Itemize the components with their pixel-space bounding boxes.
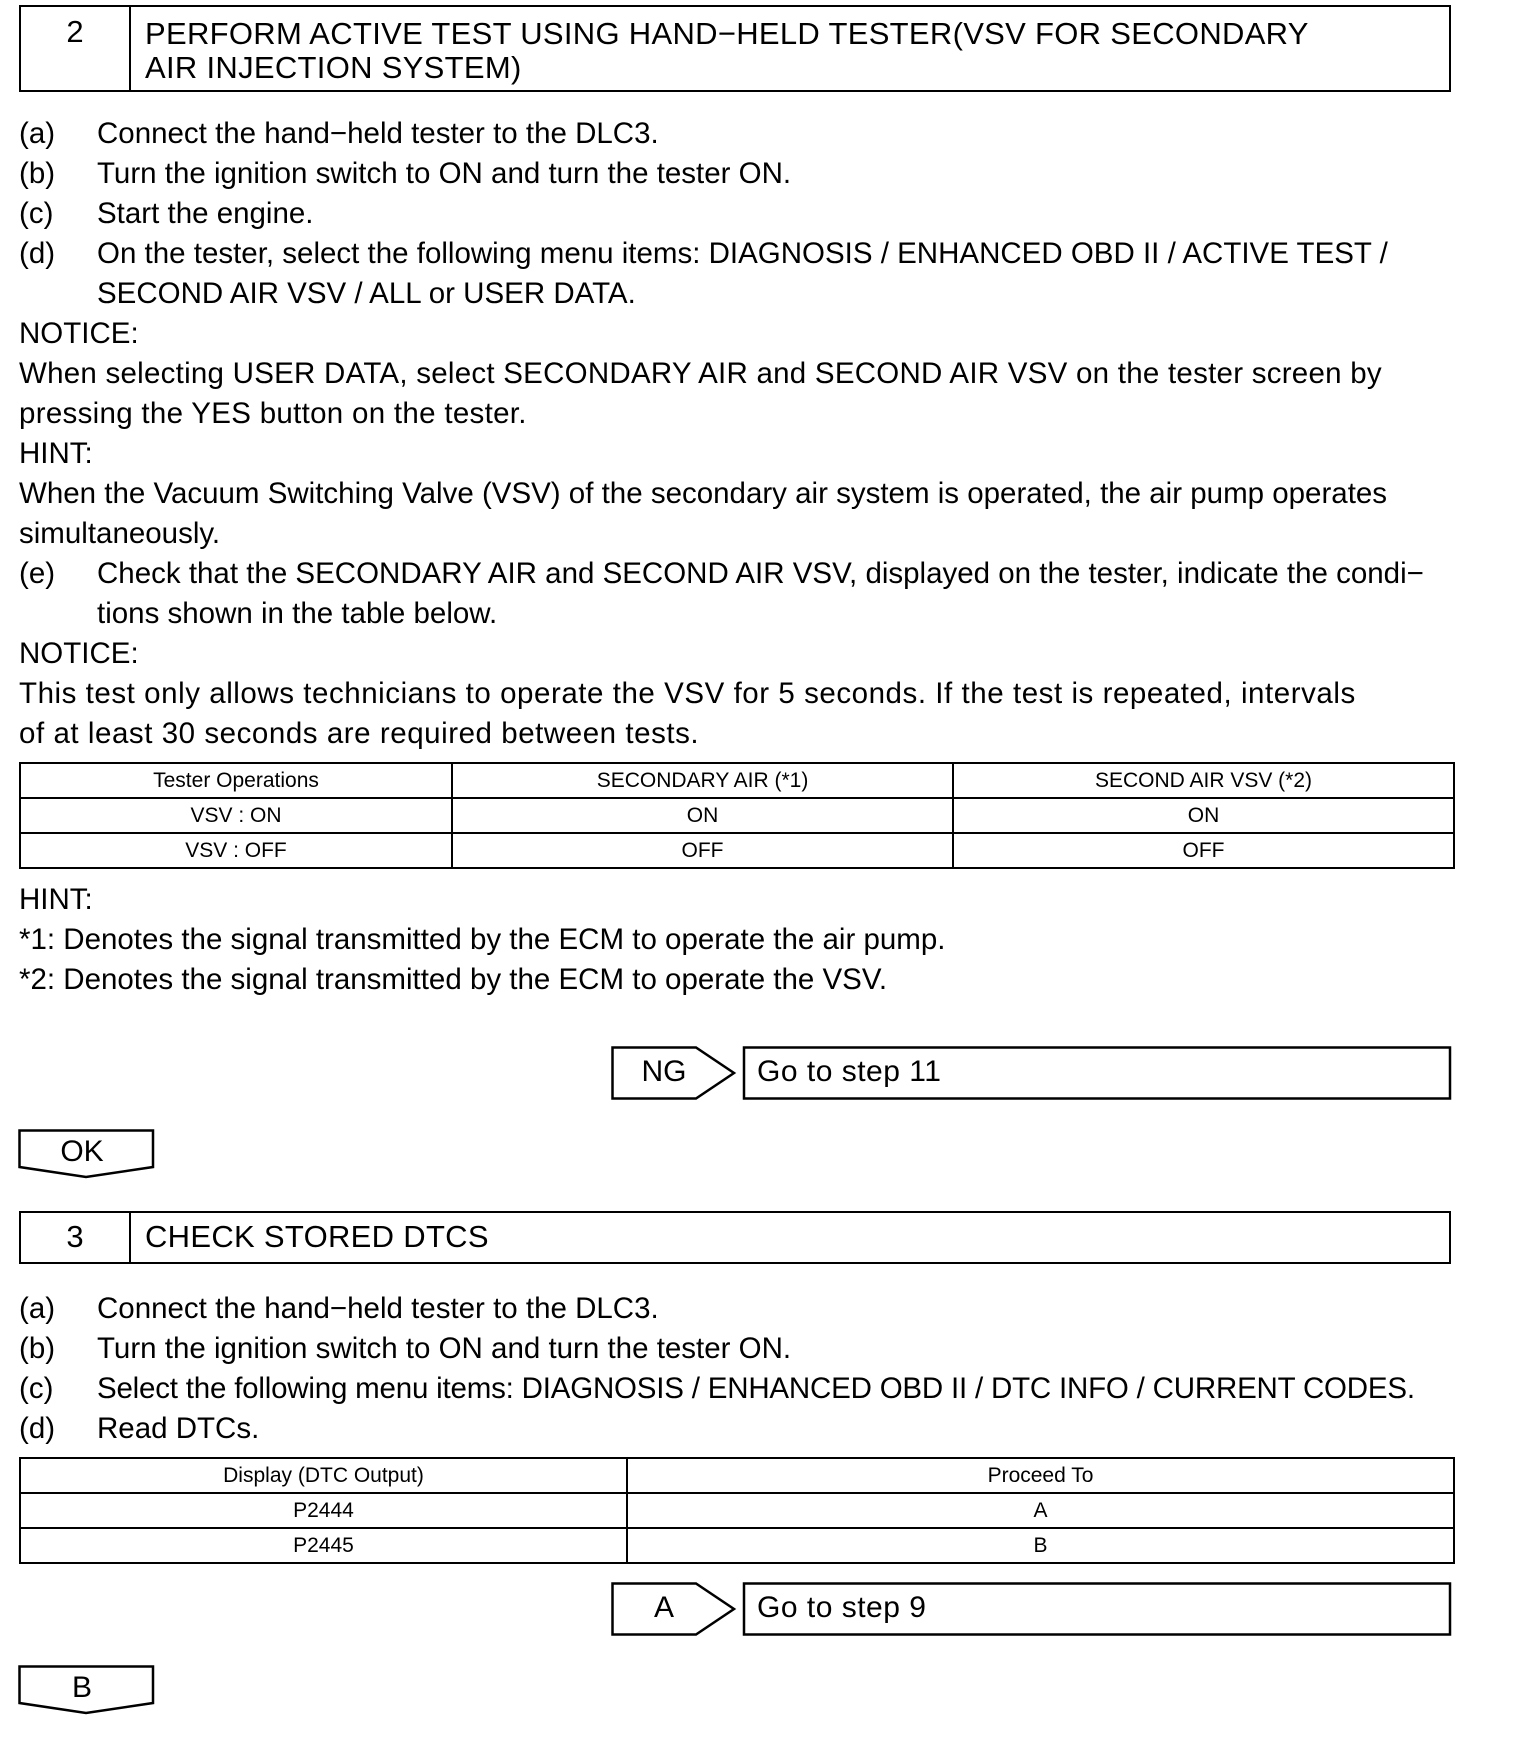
item-text: Check that the SECONDARY AIR and SECOND AIR VSV, displayed on the tester, indicate the condi− [97,557,1424,590]
result-code: NG [641,1055,687,1088]
item-text: Turn the ignition switch to ON and turn the tester ON. [97,1332,792,1365]
table-cell: A [627,1493,1454,1528]
table-cell: ON [953,798,1454,833]
dtc-output-table [19,1457,1455,1564]
step-title: CHECK STORED DTCS [145,1219,489,1254]
ng-result-link[interactable] [611,1046,1451,1098]
item-label: (e) [19,557,56,590]
item-text: Turn the ignition switch to ON and turn the tester ON. [97,157,792,190]
step-title-line-2: AIR INJECTION SYSTEM) [145,50,522,85]
result-arrow-frame [611,1046,1453,1100]
ok-result-tag[interactable] [18,1129,156,1181]
hint-heading: HINT: [19,437,93,470]
b-result-tag[interactable] [18,1665,156,1717]
item-label: (a) [19,117,56,150]
table-header-row [20,763,1454,798]
step-3-header [19,1211,1451,1264]
result-text: Go to step 9 [757,1591,927,1624]
hint-heading: HINT: [19,883,93,916]
item-label: (a) [19,1292,56,1325]
item-label: (c) [19,1372,54,1405]
table-cell: B [627,1528,1454,1563]
item-text: Read DTCs. [97,1412,260,1445]
step-title-line-1: PERFORM ACTIVE TEST USING HAND−HELD TESTER(VSV FOR SECONDARY [145,16,1309,51]
table-cell: P2445 [20,1528,627,1563]
item-label: (b) [19,157,56,190]
notice-text: of at least 30 seconds are required between tests. [19,717,700,750]
table-cell: VSV : OFF [20,833,452,868]
item-label: (d) [19,237,56,270]
notice-heading: NOTICE: [19,317,139,350]
item-text: On the tester, select the following menu items: DIAGNOSIS / ENHANCED OBD II / ACTIVE TEST / [97,237,1388,270]
item-text: Connect the hand−held tester to the DLC3. [97,117,659,150]
table-cell: ON [452,798,953,833]
table-cell: OFF [452,833,953,868]
table-header-cell: Display (DTC Output) [20,1458,627,1493]
table-row [20,1493,1454,1528]
table-header-cell: SECOND AIR VSV (*2) [953,763,1454,798]
table-row [20,798,1454,833]
notice-heading: NOTICE: [19,637,139,670]
table-header-row [20,1458,1454,1493]
hint-text: *2: Denotes the signal transmitted by the ECM to operate the VSV. [19,963,888,996]
table-header-cell: Tester Operations [20,763,452,798]
result-text: Go to step 11 [757,1055,942,1088]
a-result-link[interactable] [611,1582,1451,1634]
ok-label: OK [60,1135,104,1168]
table-row [20,1528,1454,1563]
item-label: (b) [19,1332,56,1365]
hint-text: *1: Denotes the signal transmitted by the ECM to operate the air pump. [19,923,946,956]
tester-operations-table [19,762,1455,869]
table-cell: OFF [953,833,1454,868]
table-header-cell: SECONDARY AIR (*1) [452,763,953,798]
notice-text: This test only allows technicians to operate the VSV for 5 seconds. If the test is repeated, intervals [19,677,1356,710]
result-arrow-frame [611,1582,1453,1636]
item-text: Select the following menu items: DIAGNOSIS / ENHANCED OBD II / DTC INFO / CURRENT CODES. [97,1372,1415,1405]
table-cell: P2444 [20,1493,627,1528]
item-text: Start the engine. [97,197,314,230]
item-text-continued: SECOND AIR VSV / ALL or USER DATA. [97,277,636,310]
table-header-cell: Proceed To [627,1458,1454,1493]
step-number: 3 [21,1213,131,1262]
item-text: Connect the hand−held tester to the DLC3. [97,1292,659,1325]
item-text-continued: tions shown in the table below. [97,597,498,630]
notice-text: pressing the YES button on the tester. [19,397,527,430]
hint-text: simultaneously. [19,517,221,550]
step-2-header [19,5,1451,92]
hint-text: When the Vacuum Switching Valve (VSV) of the secondary air system is operated, the air pump operates [19,477,1388,510]
b-label: B [71,1671,92,1704]
result-code: A [653,1591,674,1624]
item-label: (c) [19,197,54,230]
step-number: 2 [21,7,131,90]
table-row [20,833,1454,868]
notice-text: When selecting USER DATA, select SECONDARY AIR and SECOND AIR VSV on the tester screen by [19,357,1382,390]
table-cell: VSV : ON [20,798,452,833]
item-label: (d) [19,1412,56,1445]
